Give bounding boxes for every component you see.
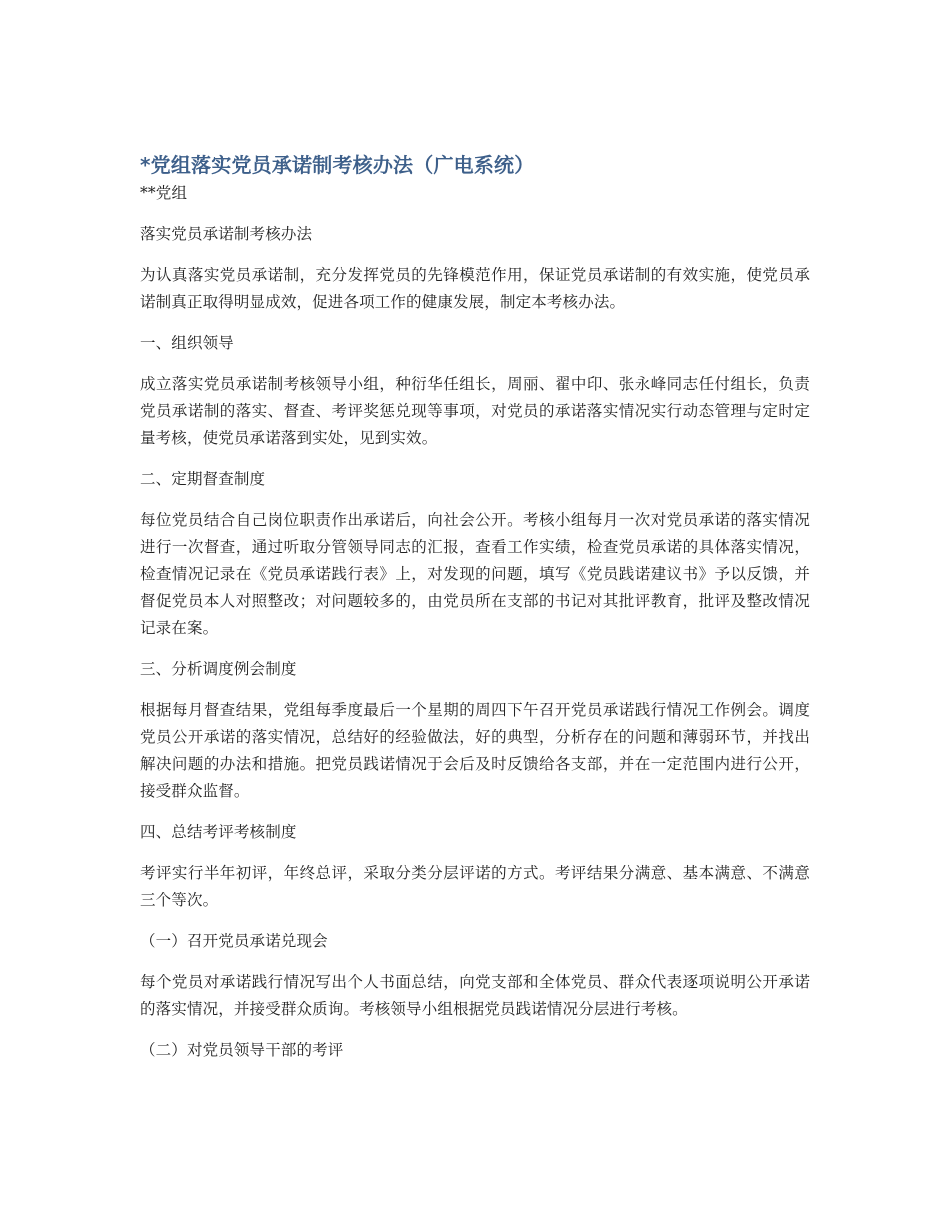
org-name: **党组: [140, 184, 188, 202]
subsection-heading-1: （一）召开党员承诺兑现会: [140, 932, 328, 950]
subsection-body-1: 每个党员对承诺践行情况写出个人书面总结，向党支部和全体党员、群众代表逐项说明公开承诺的落实情况，并接受群众质询。考核领导小组根据党员践诺情况分层进行考核。: [140, 973, 810, 1018]
intro-paragraph: 为认真落实党员承诺制，充分发挥党员的先锋模范作用，保证党员承诺制的有效实施，使党员承诺制真正取得明显成效，促进各项工作的健康发展，制定本考核办法。: [140, 266, 810, 311]
section-body-1: 成立落实党员承诺制考核领导小组，种衍华任组长，周丽、翟中印、张永峰同志任付组长，负责党员承诺制的落实、督查、考评奖惩兑现等事项，对党员的承诺落实情况实行动态管理与定时定量考核，使党员承诺落到实处，见到实效。: [140, 375, 810, 447]
section-heading-3: 三、分析调度例会制度: [140, 660, 297, 678]
section-body-3: 根据每月督查结果，党组每季度最后一个星期的周四下午召开党员承诺践行情况工作例会。调度党员公开承诺的落实情况，总结好的经验做法，好的典型，分析存在的问题和薄弱环节，并找出解决问题的办法和措施。把党员践诺情况于会后及时反馈给各支部，并在一定范围内进行公开，接受群众监督。: [140, 701, 810, 800]
document-page: [140, 150, 810, 1078]
section-heading-4: 四、总结考评考核制度: [140, 823, 297, 841]
section-heading-1: 一、组织领导: [140, 334, 234, 352]
section-body-2: 每位党员结合自己岗位职责作出承诺后，向社会公开。考核小组每月一次对党员承诺的落实情况进行一次督查，通过听取分管领导同志的汇报，查看工作实绩，检查党员承诺的具体落实情况，检查情况记录在《党员承诺践行表》上，对发现的问题，填写《党员践诺建议书》予以反馈，并督促党员本人对照整改；对问题较多的，由党员所在支部的书记对其批评教育，批评及整改情况记录在案。: [140, 511, 810, 637]
section-heading-2: 二、定期督查制度: [140, 470, 266, 488]
doc-subtitle: 落实党员承诺制考核办法: [140, 225, 313, 243]
section-body-4: 考评实行半年初评，年终总评，采取分类分层评诺的方式。考评结果分满意、基本满意、不满意三个等次。: [140, 864, 810, 909]
document-title: *党组落实党员承诺制考核办法（广电系统）: [140, 153, 535, 177]
subsection-heading-2: （二）对党员领导干部的考评: [140, 1041, 344, 1059]
